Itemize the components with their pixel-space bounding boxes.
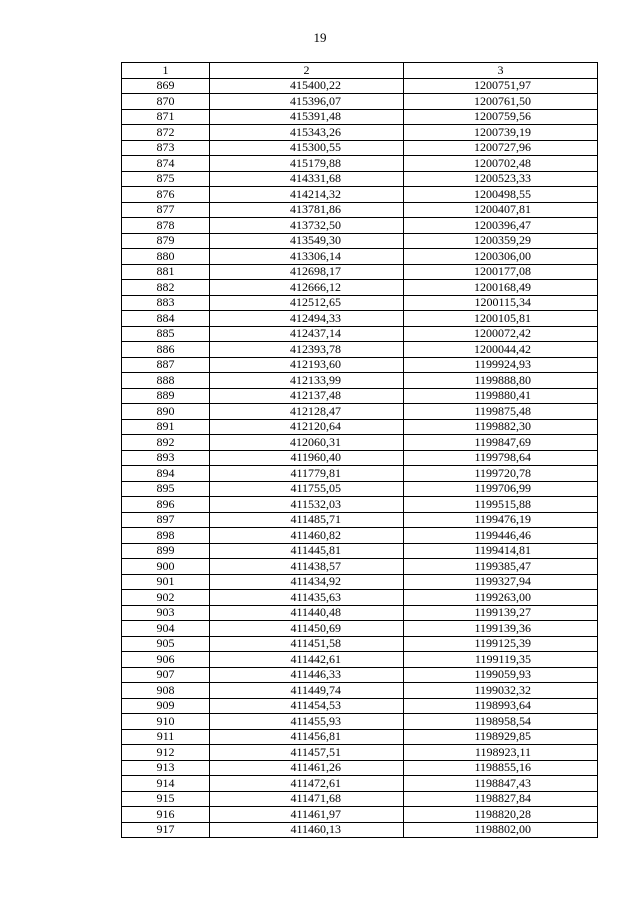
point-number-cell: 893: [122, 450, 210, 466]
y-coordinate-cell: 1199847,69: [404, 435, 598, 451]
x-coordinate-cell: 415396,07: [210, 94, 404, 110]
table-row: [122, 543, 598, 559]
x-coordinate-cell: 411438,57: [210, 559, 404, 575]
table-row: [122, 419, 598, 435]
x-coordinate-cell: 415391,48: [210, 109, 404, 125]
point-number-cell: 902: [122, 590, 210, 606]
y-coordinate-cell: 1200105,81: [404, 311, 598, 327]
point-number-cell: 873: [122, 140, 210, 156]
table-row: [122, 822, 598, 838]
x-coordinate-cell: 411456,81: [210, 729, 404, 745]
table-row: [122, 636, 598, 652]
y-coordinate-cell: 1200761,50: [404, 94, 598, 110]
x-coordinate-cell: 411434,92: [210, 574, 404, 590]
x-coordinate-cell: 411460,13: [210, 822, 404, 838]
point-number-cell: 917: [122, 822, 210, 838]
table-row: [122, 590, 598, 606]
y-coordinate-cell: 1199880,41: [404, 388, 598, 404]
table-row: [122, 404, 598, 420]
x-coordinate-cell: 411450,69: [210, 621, 404, 637]
table-row: [122, 481, 598, 497]
table-row: [122, 202, 598, 218]
y-coordinate-cell: 1198923,11: [404, 745, 598, 761]
point-number-cell: 907: [122, 667, 210, 683]
point-number-cell: 883: [122, 295, 210, 311]
x-coordinate-cell: 412666,12: [210, 280, 404, 296]
x-coordinate-cell: 411446,33: [210, 667, 404, 683]
x-coordinate-cell: 411461,26: [210, 760, 404, 776]
table-row: [122, 652, 598, 668]
point-number-cell: 898: [122, 528, 210, 544]
x-coordinate-cell: 411460,82: [210, 528, 404, 544]
y-coordinate-cell: 1199032,32: [404, 683, 598, 699]
x-coordinate-cell: 412437,14: [210, 326, 404, 342]
table-row: [122, 342, 598, 358]
x-coordinate-cell: 411455,93: [210, 714, 404, 730]
page-number: 19: [313, 30, 327, 45]
point-number-cell: 891: [122, 419, 210, 435]
point-number-cell: 884: [122, 311, 210, 327]
table-row: [122, 466, 598, 482]
y-coordinate-cell: 1200306,00: [404, 249, 598, 265]
point-number-cell: 877: [122, 202, 210, 218]
x-coordinate-cell: 411454,53: [210, 698, 404, 714]
x-coordinate-cell: 413781,86: [210, 202, 404, 218]
x-coordinate-cell: 415179,88: [210, 156, 404, 172]
column-header-point: 1: [122, 63, 210, 79]
point-number-cell: 882: [122, 280, 210, 296]
table-row: [122, 326, 598, 342]
y-coordinate-cell: 1200407,81: [404, 202, 598, 218]
point-number-cell: 872: [122, 125, 210, 141]
point-number-cell: 915: [122, 791, 210, 807]
table-row: [122, 218, 598, 234]
y-coordinate-cell: 1199476,19: [404, 512, 598, 528]
y-coordinate-cell: 1198993,64: [404, 698, 598, 714]
y-coordinate-cell: 1199139,27: [404, 605, 598, 621]
point-number-cell: 890: [122, 404, 210, 420]
x-coordinate-cell: 411472,61: [210, 776, 404, 792]
x-coordinate-cell: 411435,63: [210, 590, 404, 606]
y-coordinate-cell: 1200751,97: [404, 78, 598, 94]
y-coordinate-cell: 1200702,48: [404, 156, 598, 172]
x-coordinate-cell: 412133,99: [210, 373, 404, 389]
x-coordinate-cell: 412393,78: [210, 342, 404, 358]
point-number-cell: 870: [122, 94, 210, 110]
table-row: [122, 125, 598, 141]
table-row: [122, 512, 598, 528]
point-number-cell: 910: [122, 714, 210, 730]
x-coordinate-cell: 412060,31: [210, 435, 404, 451]
table-row: [122, 714, 598, 730]
x-coordinate-cell: 411532,03: [210, 497, 404, 513]
x-coordinate-cell: 414214,32: [210, 187, 404, 203]
y-coordinate-cell: 1199515,88: [404, 497, 598, 513]
y-coordinate-cell: 1200523,33: [404, 171, 598, 187]
x-coordinate-cell: 415300,55: [210, 140, 404, 156]
y-coordinate-cell: 1198855,16: [404, 760, 598, 776]
y-coordinate-cell: 1200739,19: [404, 125, 598, 141]
table-row: [122, 280, 598, 296]
y-coordinate-cell: 1199875,48: [404, 404, 598, 420]
point-number-cell: 885: [122, 326, 210, 342]
point-number-cell: 913: [122, 760, 210, 776]
point-number-cell: 908: [122, 683, 210, 699]
x-coordinate-cell: 411451,58: [210, 636, 404, 652]
table-row: [122, 450, 598, 466]
y-coordinate-cell: 1198847,43: [404, 776, 598, 792]
point-number-cell: 903: [122, 605, 210, 621]
y-coordinate-cell: 1199924,93: [404, 357, 598, 373]
y-coordinate-cell: 1200759,56: [404, 109, 598, 125]
table-row: [122, 667, 598, 683]
table-row: [122, 698, 598, 714]
y-coordinate-cell: 1199882,30: [404, 419, 598, 435]
table-row: [122, 388, 598, 404]
y-coordinate-cell: 1199720,78: [404, 466, 598, 482]
y-coordinate-cell: 1200498,55: [404, 187, 598, 203]
y-coordinate-cell: 1199125,39: [404, 636, 598, 652]
point-number-cell: 909: [122, 698, 210, 714]
point-number-cell: 874: [122, 156, 210, 172]
x-coordinate-cell: 412137,48: [210, 388, 404, 404]
x-coordinate-cell: 411461,97: [210, 807, 404, 823]
table-row: [122, 605, 598, 621]
x-coordinate-cell: 411445,81: [210, 543, 404, 559]
table-row: [122, 528, 598, 544]
table-row: [122, 357, 598, 373]
table-row: [122, 264, 598, 280]
table-row: [122, 683, 598, 699]
y-coordinate-cell: 1200115,34: [404, 295, 598, 311]
point-number-cell: 896: [122, 497, 210, 513]
point-number-cell: 875: [122, 171, 210, 187]
x-coordinate-cell: 412128,47: [210, 404, 404, 420]
point-number-cell: 887: [122, 357, 210, 373]
x-coordinate-cell: 413306,14: [210, 249, 404, 265]
table-row: [122, 109, 598, 125]
y-coordinate-cell: 1199385,47: [404, 559, 598, 575]
y-coordinate-cell: 1200359,29: [404, 233, 598, 249]
y-coordinate-cell: 1198958,54: [404, 714, 598, 730]
x-coordinate-cell: 411442,61: [210, 652, 404, 668]
x-coordinate-cell: 411779,81: [210, 466, 404, 482]
y-coordinate-cell: 1199414,81: [404, 543, 598, 559]
y-coordinate-cell: 1199706,99: [404, 481, 598, 497]
y-coordinate-cell: 1199888,80: [404, 373, 598, 389]
point-number-cell: 871: [122, 109, 210, 125]
x-coordinate-cell: 411457,51: [210, 745, 404, 761]
point-number-cell: 900: [122, 559, 210, 575]
table-row: [122, 807, 598, 823]
y-coordinate-cell: 1200044,42: [404, 342, 598, 358]
point-number-cell: 894: [122, 466, 210, 482]
x-coordinate-cell: 412193,60: [210, 357, 404, 373]
y-coordinate-cell: 1200727,96: [404, 140, 598, 156]
y-coordinate-cell: 1198929,85: [404, 729, 598, 745]
x-coordinate-cell: 414331,68: [210, 171, 404, 187]
table-row: [122, 729, 598, 745]
x-coordinate-cell: 412120,64: [210, 419, 404, 435]
x-coordinate-cell: 413549,30: [210, 233, 404, 249]
x-coordinate-cell: 413732,50: [210, 218, 404, 234]
table-row: [122, 559, 598, 575]
y-coordinate-cell: 1198802,00: [404, 822, 598, 838]
y-coordinate-cell: 1199446,46: [404, 528, 598, 544]
table-row: [122, 78, 598, 94]
y-coordinate-cell: 1198827,84: [404, 791, 598, 807]
point-number-cell: 912: [122, 745, 210, 761]
point-number-cell: 906: [122, 652, 210, 668]
y-coordinate-cell: 1200396,47: [404, 218, 598, 234]
x-coordinate-cell: 415400,22: [210, 78, 404, 94]
table-row: [122, 311, 598, 327]
point-number-cell: 879: [122, 233, 210, 249]
table-row: [122, 745, 598, 761]
point-number-cell: 897: [122, 512, 210, 528]
x-coordinate-cell: 411471,68: [210, 791, 404, 807]
column-header-x: 2: [210, 63, 404, 79]
table-row: [122, 94, 598, 110]
column-header-y: 3: [404, 63, 598, 79]
y-coordinate-cell: 1199327,94: [404, 574, 598, 590]
x-coordinate-cell: 411485,71: [210, 512, 404, 528]
table-row: [122, 621, 598, 637]
point-number-cell: 876: [122, 187, 210, 203]
point-number-cell: 905: [122, 636, 210, 652]
table-row: [122, 140, 598, 156]
table-row: [122, 791, 598, 807]
table-row: [122, 233, 598, 249]
point-number-cell: 895: [122, 481, 210, 497]
table-body: [122, 78, 598, 838]
point-number-cell: 892: [122, 435, 210, 451]
y-coordinate-cell: 1199263,00: [404, 590, 598, 606]
point-number-cell: 911: [122, 729, 210, 745]
y-coordinate-cell: 1199798,64: [404, 450, 598, 466]
table-row: [122, 187, 598, 203]
table-row: [122, 373, 598, 389]
table-row: [122, 574, 598, 590]
y-coordinate-cell: 1199139,36: [404, 621, 598, 637]
coordinates-table: [121, 62, 598, 838]
table-row: [122, 497, 598, 513]
y-coordinate-cell: 1199059,93: [404, 667, 598, 683]
table-row: [122, 776, 598, 792]
x-coordinate-cell: 411755,05: [210, 481, 404, 497]
table-row: [122, 295, 598, 311]
y-coordinate-cell: 1198820,28: [404, 807, 598, 823]
point-number-cell: 881: [122, 264, 210, 280]
y-coordinate-cell: 1200072,42: [404, 326, 598, 342]
point-number-cell: 904: [122, 621, 210, 637]
x-coordinate-cell: 411449,74: [210, 683, 404, 699]
table-row: [122, 171, 598, 187]
x-coordinate-cell: 411960,40: [210, 450, 404, 466]
point-number-cell: 889: [122, 388, 210, 404]
y-coordinate-cell: 1200168,49: [404, 280, 598, 296]
point-number-cell: 880: [122, 249, 210, 265]
point-number-cell: 886: [122, 342, 210, 358]
table-header-row: [122, 63, 598, 79]
table-row: [122, 435, 598, 451]
x-coordinate-cell: 412494,33: [210, 311, 404, 327]
table-row: [122, 760, 598, 776]
x-coordinate-cell: 412512,65: [210, 295, 404, 311]
y-coordinate-cell: 1199119,35: [404, 652, 598, 668]
point-number-cell: 888: [122, 373, 210, 389]
x-coordinate-cell: 412698,17: [210, 264, 404, 280]
table-row: [122, 249, 598, 265]
y-coordinate-cell: 1200177,08: [404, 264, 598, 280]
point-number-cell: 869: [122, 78, 210, 94]
point-number-cell: 901: [122, 574, 210, 590]
point-number-cell: 878: [122, 218, 210, 234]
point-number-cell: 914: [122, 776, 210, 792]
point-number-cell: 899: [122, 543, 210, 559]
x-coordinate-cell: 411440,48: [210, 605, 404, 621]
x-coordinate-cell: 415343,26: [210, 125, 404, 141]
table-row: [122, 156, 598, 172]
point-number-cell: 916: [122, 807, 210, 823]
